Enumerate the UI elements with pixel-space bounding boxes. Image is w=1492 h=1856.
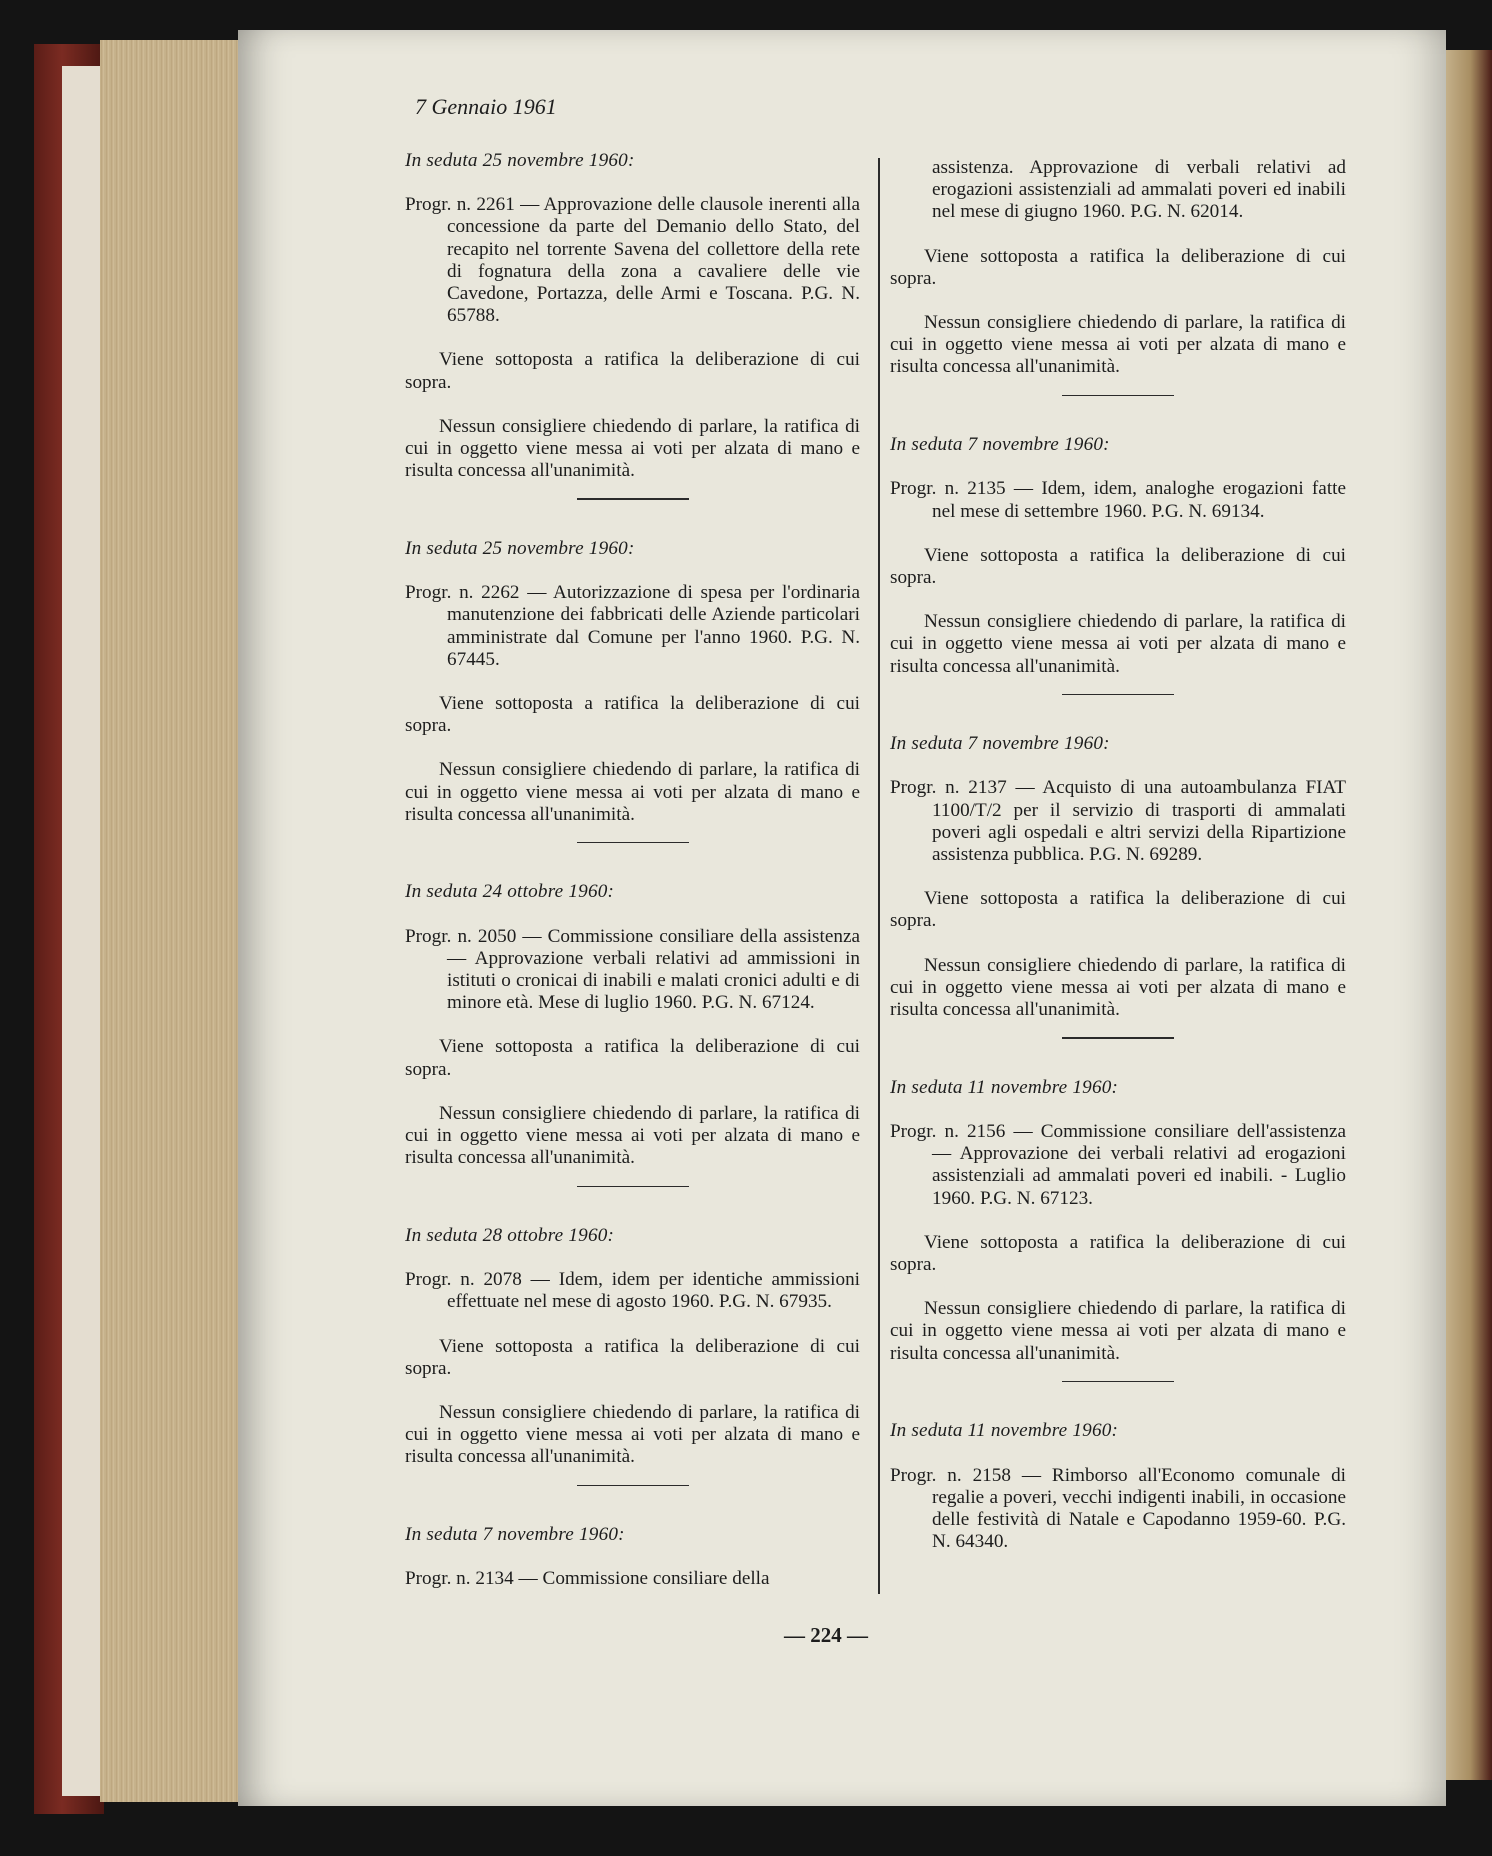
paragraph: Viene sottoposta a ratifica la deliberazione di cui sopra. bbox=[890, 1231, 1346, 1275]
paragraph: Nessun consigliere chiedendo di parlare, la ratifica di cui in oggetto viene messa ai voti per alzata di mano e risulta concessa all'unanimità. bbox=[890, 1298, 1346, 1364]
paragraph: Viene sottoposta a ratifica la deliberazione di cui sopra. bbox=[405, 1036, 860, 1080]
section-rule bbox=[577, 498, 689, 500]
paragraph: Viene sottoposta a ratifica la deliberazione di cui sopra. bbox=[405, 1335, 860, 1379]
paragraph: Viene sottoposta a ratifica la deliberazione di cui sopra. bbox=[890, 888, 1346, 932]
section-rule bbox=[1062, 395, 1174, 397]
paragraph: Viene sottoposta a ratifica la deliberazione di cui sopra. bbox=[890, 544, 1346, 588]
section-rule bbox=[577, 1485, 689, 1487]
page-edges bbox=[100, 40, 240, 1802]
session-heading: In seduta 25 novembre 1960: bbox=[405, 537, 635, 559]
resolution-item: Progr. n. 2078 — Idem, idem per identiche ammissioni effettuate nel mese di agosto 1960. P.G. N. 67935. bbox=[405, 1269, 860, 1313]
page-number: — 224 — bbox=[784, 1623, 868, 1647]
paragraph: Viene sottoposta a ratifica la deliberazione di cui sopra. bbox=[890, 245, 1346, 289]
right-column bbox=[890, 157, 1346, 1575]
resolution-item: Progr. n. 2050 — Commissione consiliare della assistenza — Approvazione verbali relativi ad ammissioni in istituti o cronicai di inabili e malati cronici adulti e di minore età. Mese di luglio 1960. P.G. N. 67124. bbox=[405, 925, 860, 1014]
resolution-item: Progr. n. 2156 — Commissione consiliare dell'assistenza — Approvazione dei verbali relativi ad erogazioni assistenziali ad ammalati poveri ed inabili. - Luglio 1960. P.G. N. 67123. bbox=[890, 1120, 1346, 1209]
paragraph: Nessun consigliere chiedendo di parlare, la ratifica di cui in oggetto viene messa ai voti per alzata di mano e risulta concessa all'unanimità. bbox=[405, 415, 860, 482]
resolution-item: Progr. n. 2135 — Idem, idem, analoghe erogazioni fatte nel mese di settembre 1960. P.G. N. 69134. bbox=[890, 478, 1346, 522]
session-heading: In seduta 28 ottobre 1960: bbox=[405, 1225, 615, 1246]
section-rule bbox=[1062, 1037, 1174, 1039]
book-edge-right bbox=[1438, 50, 1492, 1780]
session-heading: In seduta 11 novembre 1960: bbox=[890, 1076, 1119, 1098]
section-rule bbox=[577, 1186, 689, 1188]
session-heading: In seduta 11 novembre 1960: bbox=[890, 1420, 1119, 1442]
continued-item: assistenza. Approvazione di verbali relativi ad erogazioni assistenziali ad ammalati poveri ed inabili nel mese di giugno 1960. P.G. N. 62014. bbox=[932, 157, 1346, 223]
paragraph: Nessun consigliere chiedendo di parlare, la ratifica di cui in oggetto viene messa ai voti per alzata di mano e risulta concessa all'unanimità. bbox=[405, 759, 860, 825]
resolution-item: Progr. n. 2262 — Autorizzazione di spesa per l'ordinaria manutenzione dei fabbricati delle Aziende particolari amministrate dal Comune per l'anno 1960. P.G. N. 67445. bbox=[405, 582, 860, 670]
resolution-item: Progr. n. 2158 — Rimborso all'Economo comunale di regalie a poveri, vecchi indigenti inabili, in occasione delle festività di Natale e Capodanno 1959-60. P.G. N. 64340. bbox=[890, 1464, 1346, 1553]
paragraph: Nessun consigliere chiedendo di parlare, la ratifica di cui in oggetto viene messa ai voti per alzata di mano e risulta concessa all'unanimità. bbox=[405, 1402, 860, 1468]
paragraph: Nessun consigliere chiedendo di parlare, la ratifica di cui in oggetto viene messa ai voti per alzata di mano e risulta concessa all'unanimità. bbox=[890, 954, 1346, 1021]
paragraph: Viene sottoposta a ratifica la deliberazione di cui sopra. bbox=[405, 349, 860, 393]
session-heading: In seduta 7 novembre 1960: bbox=[890, 733, 1110, 755]
resolution-item: Progr. n. 2134 — Commissione consiliare della bbox=[405, 1568, 770, 1590]
session-heading: In seduta 7 novembre 1960: bbox=[405, 1524, 625, 1546]
section-rule bbox=[577, 842, 689, 844]
left-column bbox=[405, 150, 860, 1613]
section-rule bbox=[1062, 1381, 1174, 1383]
endpaper bbox=[62, 66, 104, 1796]
resolution-item: Progr. n. 2137 — Acquisto di una autoambulanza FIAT 1100/T/2 per il servizio di trasporti di ammalati poveri agli ospedali e altri servizi della Ripartizione assistenza pubblica. P.G. N. 69289. bbox=[890, 777, 1346, 866]
resolution-item: Progr. n. 2261 — Approvazione delle clausole inerenti alla concessione da parte del Demanio dello Stato, del recapito nel torrente Savena del collettore della rete di fognatura della zona a cavaliere delle vie Cavedone, Portazza, delle Armi e Toscana. P.G. N. 65788. bbox=[405, 194, 860, 327]
column-divider bbox=[878, 158, 880, 1594]
running-head: 7 Gennaio 1961 bbox=[415, 94, 557, 119]
section-rule bbox=[1062, 694, 1174, 696]
session-heading: In seduta 7 novembre 1960: bbox=[890, 434, 1110, 456]
session-heading: In seduta 24 ottobre 1960: bbox=[405, 881, 615, 903]
session-heading: In seduta 25 novembre 1960: bbox=[405, 150, 635, 171]
paragraph: Nessun consigliere chiedendo di parlare, la ratifica di cui in oggetto viene messa ai voti per alzata di mano e risulta concessa all'unanimità. bbox=[405, 1102, 860, 1169]
paragraph: Nessun consigliere chiedendo di parlare, la ratifica di cui in oggetto viene messa ai voti per alzata di mano e risulta concessa all'unanimità. bbox=[890, 611, 1346, 677]
paragraph: Viene sottoposta a ratifica la deliberazione di cui sopra. bbox=[405, 692, 860, 737]
paragraph: Nessun consigliere chiedendo di parlare, la ratifica di cui in oggetto viene messa ai voti per alzata di mano e risulta concessa all'unanimità. bbox=[890, 312, 1346, 378]
